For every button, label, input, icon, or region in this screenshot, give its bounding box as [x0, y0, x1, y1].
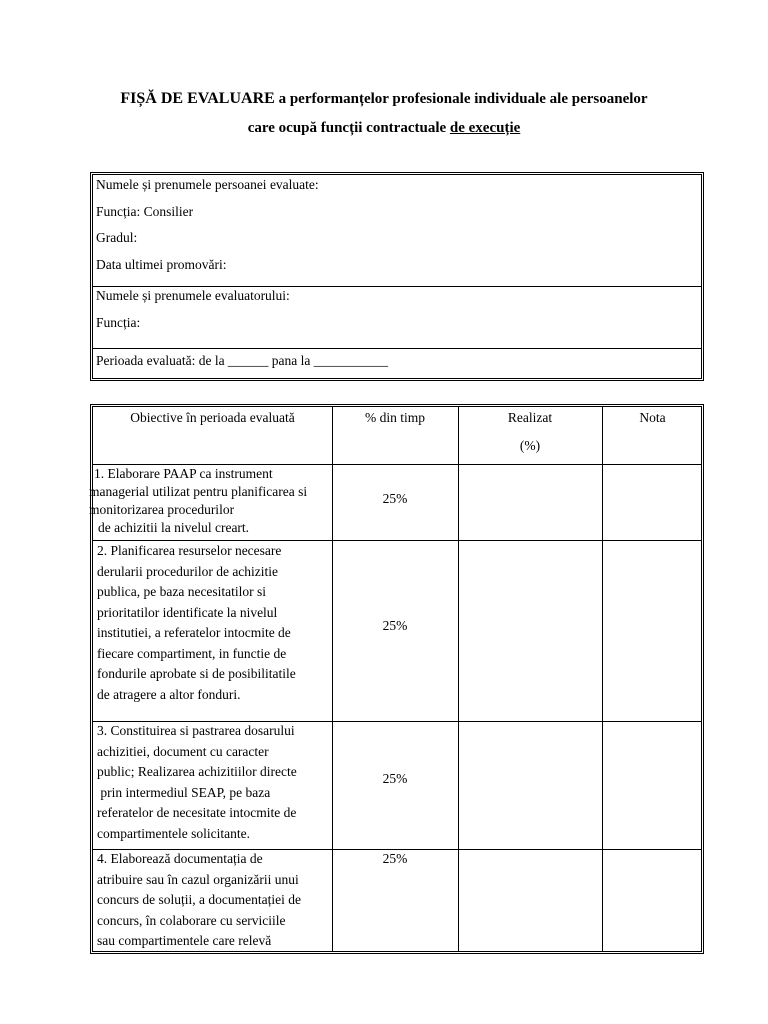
objective-line: 2. Planificarea resurselor necesare — [97, 543, 282, 558]
period-field[interactable]: Perioada evaluată: de la ______ pana la ___________ — [96, 353, 389, 368]
header-achieved: Realizat — [507, 410, 553, 425]
objective-line: prioritatilor identificate la nivelul — [97, 604, 278, 620]
objective-line: fiecare compartiment, in functie de — [97, 645, 287, 661]
objective-line: sau compartimentele care relevă — [97, 933, 272, 948]
header-objectives: Obiective în perioada evaluată — [130, 410, 295, 425]
achieved-input-row-3[interactable] — [459, 722, 601, 848]
objective-line: monitorizarea procedurilor — [89, 502, 235, 517]
grade-input-row-4[interactable] — [603, 850, 702, 950]
last-promotion-field[interactable]: Data ultimei promovări: — [96, 257, 227, 272]
objectives-table — [89, 406, 702, 952]
header-grade: Nota — [639, 410, 666, 425]
table-row-3-objective — [97, 721, 332, 844]
achieved-input-row-4[interactable] — [459, 850, 601, 950]
form-title-underlined: de execuție — [449, 120, 521, 136]
achieved-input-row-2[interactable] — [459, 541, 601, 720]
objective-line: managerial utilizat pentru planificarea si — [89, 484, 308, 499]
header-achieved-unit: (%) — [519, 438, 541, 453]
evaluator-name-field[interactable]: Numele și prenumele evaluatorului: — [96, 288, 290, 303]
objective-line: fondurile aprobate si de posibilitatile — [97, 666, 296, 681]
objective-line: 4. Elaborează documentația de — [97, 851, 263, 866]
grade-input-row-1[interactable] — [603, 465, 702, 539]
objective-line: compartimentele solicitante. — [97, 825, 250, 841]
table-row-2-objective — [97, 541, 332, 705]
objective-line: achizitiei, document cu caracter — [97, 743, 269, 759]
objective-line: referatelor de necesitate intocmite de — [97, 805, 297, 820]
objective-line: institutiei, a referatelor intocmite de — [97, 625, 291, 640]
header-time: % din timp — [365, 410, 425, 425]
objective-line: derularii procedurilor de achizitie — [97, 563, 279, 579]
grade-input-row-2[interactable] — [603, 541, 702, 720]
table-row-2-time: 25% — [382, 618, 408, 633]
objective-line: atribuire sau în cazul organizării unui — [97, 871, 299, 887]
form-title-rest: a performanțelor profesionale individuale ale persoanelor — [274, 91, 648, 107]
objective-line: 1. Elaborare PAAP ca instrument — [94, 466, 273, 481]
table-row-1-time: 25% — [382, 491, 408, 506]
evaluator-section — [93, 286, 701, 349]
objective-line: public; Realizarea achizitiilor directe — [97, 764, 297, 779]
objective-line: prin intermediul SEAP, pe baza — [97, 784, 271, 800]
objective-line: de achizitii la nivelul creart. — [98, 520, 250, 535]
info-box — [92, 174, 702, 379]
objective-line: concurs, în colaborare cu serviciile — [97, 912, 286, 928]
table-row-4-objective — [97, 849, 332, 952]
grade-field[interactable]: Gradul: — [96, 230, 138, 245]
table-row-4-time: 25% — [382, 851, 408, 866]
objective-line: concurs de soluții, a documentației de — [97, 892, 301, 907]
form-title-line2-text: care ocupă funcții contractuale — [247, 120, 450, 136]
evaluator-function-field[interactable]: Funcția: — [96, 315, 141, 330]
objective-line: publica, pe baza necesitatilor si — [97, 584, 267, 599]
objective-line: 3. Constituirea si pastrarea dosarului — [97, 723, 295, 738]
achieved-input-row-1[interactable] — [459, 465, 601, 539]
grade-input-row-3[interactable] — [603, 722, 702, 848]
evaluated-person-section — [93, 175, 701, 287]
objective-line: de atragere a altor fonduri. — [97, 686, 241, 702]
form-title-line1 — [0, 90, 768, 108]
table-row-1-objective — [89, 465, 335, 537]
form-title-main: FIȘĂ DE EVALUARE — [120, 90, 275, 107]
table-row-3-time: 25% — [382, 771, 408, 786]
period-section — [93, 348, 701, 380]
evaluated-name-field[interactable]: Numele și prenumele persoanei evaluate: — [96, 177, 319, 192]
function-field[interactable]: Funcția: Consilier — [96, 204, 194, 219]
form-title-line2 — [0, 119, 768, 137]
